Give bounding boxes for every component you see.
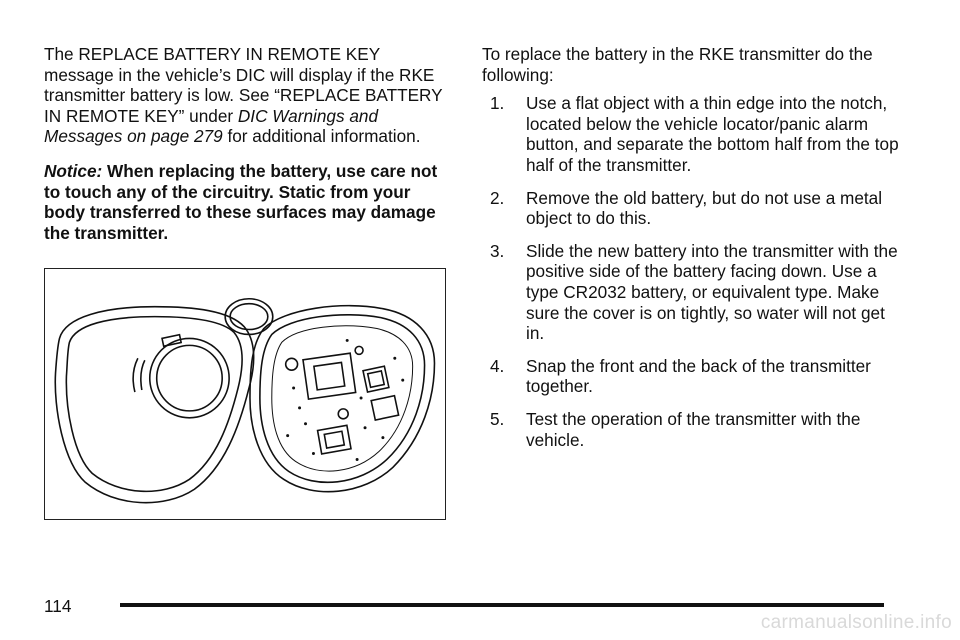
step-text: Test the operation of the transmitter with the vehicle. (526, 408, 861, 450)
paragraph-text: The REPLACE BATTERY IN REMOTE KEY message in the vehicle’s DIC will display if the RKE transmitter battery is low. See “REPLACE BATTERY IN REMOTE KEY” under (44, 44, 443, 126)
right-column (482, 44, 902, 450)
step-item (490, 188, 902, 229)
step-number: 5. (490, 408, 505, 429)
replacement-steps-list (482, 93, 902, 450)
step-text: Remove the old battery, but do not use a metal object to do this. (526, 187, 883, 229)
step-number: 1. (490, 93, 505, 114)
step-text: Use a flat object with a thin edge into the notch, located below the vehicle locator/panic alarm button, and separate the bottom half from the top half of the transmitter. (526, 93, 899, 175)
step-text: Snap the front and the back of the transmitter together. (526, 355, 871, 397)
step-number: 4. (490, 355, 505, 376)
site-watermark: carmanualsonline.info (760, 612, 952, 633)
step-item (490, 241, 902, 344)
battery-message-paragraph (44, 44, 449, 147)
rke-transmitter-open-illustration-icon (45, 269, 445, 519)
step-number: 2. (490, 187, 505, 208)
step-text: Slide the new battery into the transmitter with the positive side of the battery facing down. Use a type CR2032 battery, or equivalent type. Make sure the cover is on tightly, so water will not get in. (526, 240, 898, 344)
transmitter-illustration (44, 268, 446, 520)
step-item (490, 409, 902, 450)
footer-rule (120, 603, 884, 607)
notice-label: Notice: (44, 160, 103, 181)
step-number: 3. (490, 240, 505, 261)
step-item (490, 356, 902, 397)
page-number: 114 (44, 596, 72, 616)
dic-warnings-link[interactable]: DIC Warnings and Messages on page 279 (44, 105, 379, 147)
notice-paragraph (44, 161, 449, 243)
paragraph-text-end: for additional information. (222, 126, 421, 147)
notice-text: When replacing the battery, use care not to touch any of the circuitry. Static from your body transferred to these surfaces may damage the transmitter. (44, 160, 438, 243)
instructions-intro: To replace the battery in the RKE transmitter do the following: (482, 44, 873, 85)
left-column (44, 44, 449, 243)
step-item (490, 93, 902, 175)
